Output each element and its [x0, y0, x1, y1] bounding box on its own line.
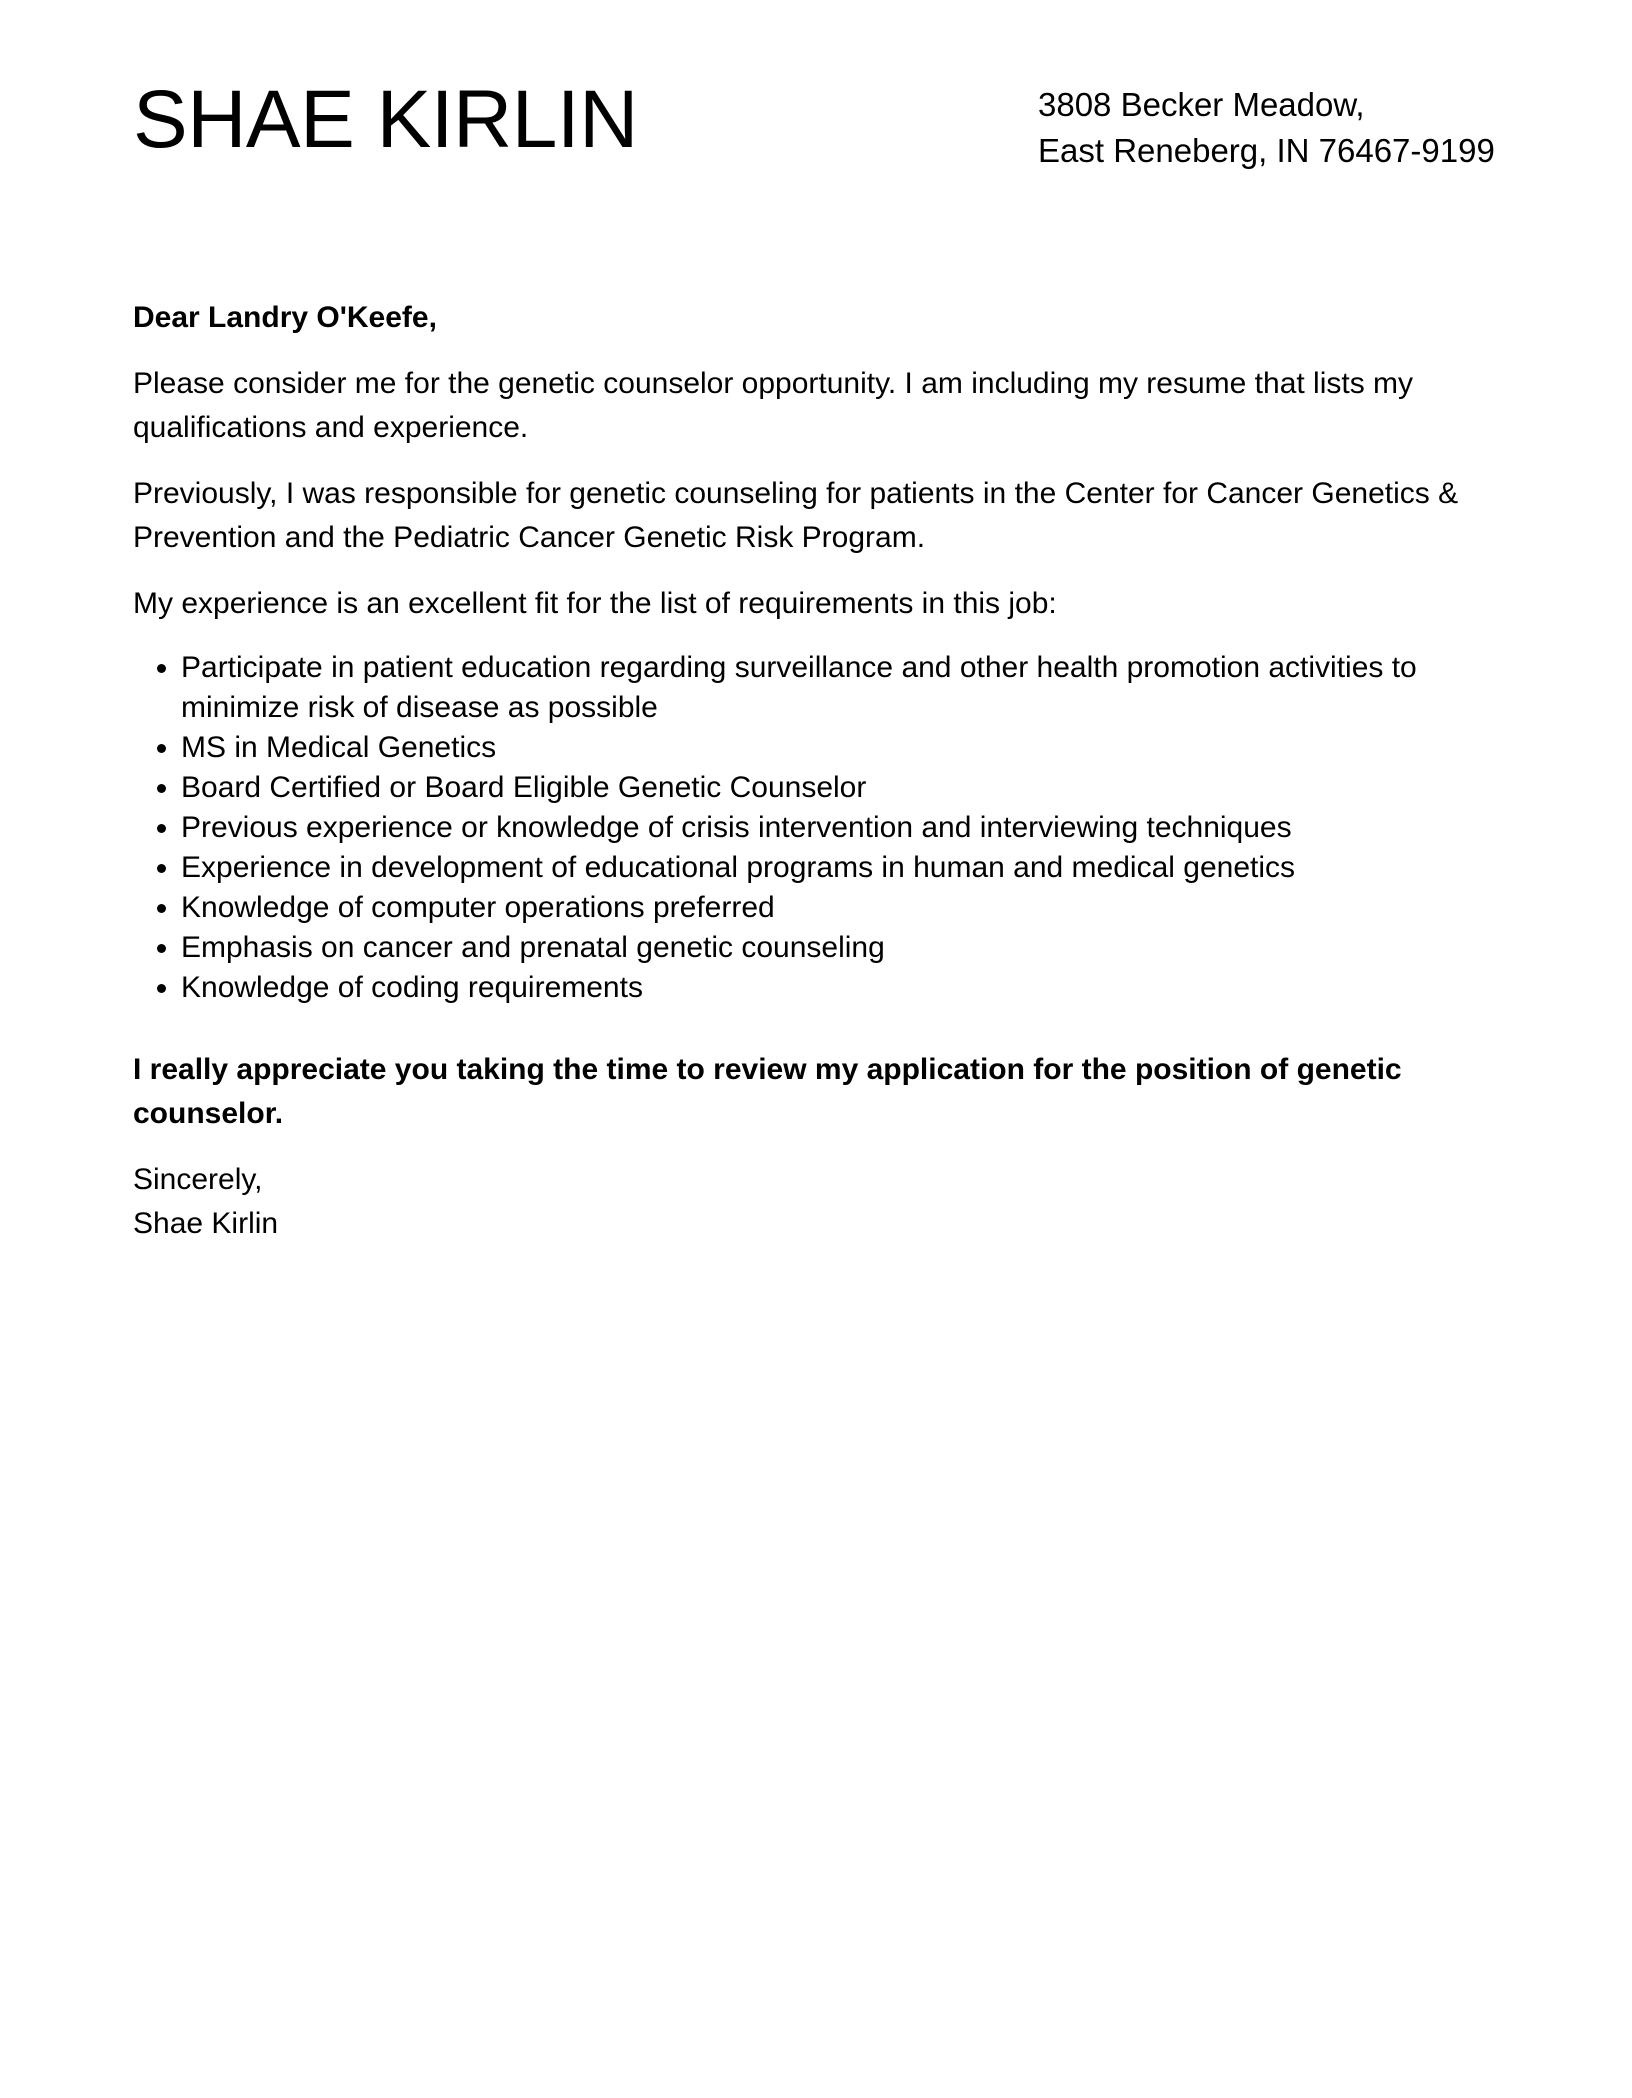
- closing-paragraph: I really appreciate you taking the time to review my application for the position of genetic counselor.: [133, 1053, 1402, 1130]
- applicant-name: SHAE KIRLIN: [133, 74, 638, 165]
- list-item: • Experience in development of educational programs in human and medical genetics: [181, 848, 1503, 888]
- list-item: • Participate in patient education regarding surveillance and other health promotion activities to minimize risk of disease as possible: [181, 648, 1503, 728]
- signoff: Sincerely,: [133, 1163, 263, 1196]
- signature-name: Shae Kirlin: [133, 1207, 279, 1240]
- salutation: Dear Landry O'Keefe,: [133, 301, 437, 334]
- list-item: • Knowledge of computer operations preferred: [181, 888, 1503, 928]
- intro-paragraph: Please consider me for the genetic counselor opportunity. I am including my resume that lists my qualifications and experience.: [133, 367, 1414, 444]
- list-item: • Previous experience or knowledge of crisis intervention and interviewing techniques: [181, 808, 1503, 848]
- list-item: • MS in Medical Genetics: [181, 728, 1503, 768]
- signoff-block: [133, 1158, 1503, 1246]
- applicant-address: [1038, 82, 1495, 174]
- list-item: • Board Certified or Board Eligible Genetic Counselor: [181, 768, 1503, 808]
- requirements-intro: My experience is an excellent fit for the list of requirements in this job:: [133, 587, 1057, 620]
- experience-paragraph: Previously, I was responsible for genetic counseling for patients in the Center for Cancer Genetics & Prevention and the Pediatric Cancer Genetic Risk Program.: [133, 477, 1459, 554]
- requirements-list: [133, 648, 1503, 1008]
- list-item: • Emphasis on cancer and prenatal genetic counseling: [181, 928, 1503, 968]
- address-line-2: East Reneberg, IN 76467-9199: [1038, 132, 1495, 169]
- list-item: • Knowledge of coding requirements: [181, 968, 1503, 1008]
- letter-body: [133, 296, 1503, 1246]
- address-line-1: 3808 Becker Meadow,: [1038, 86, 1365, 123]
